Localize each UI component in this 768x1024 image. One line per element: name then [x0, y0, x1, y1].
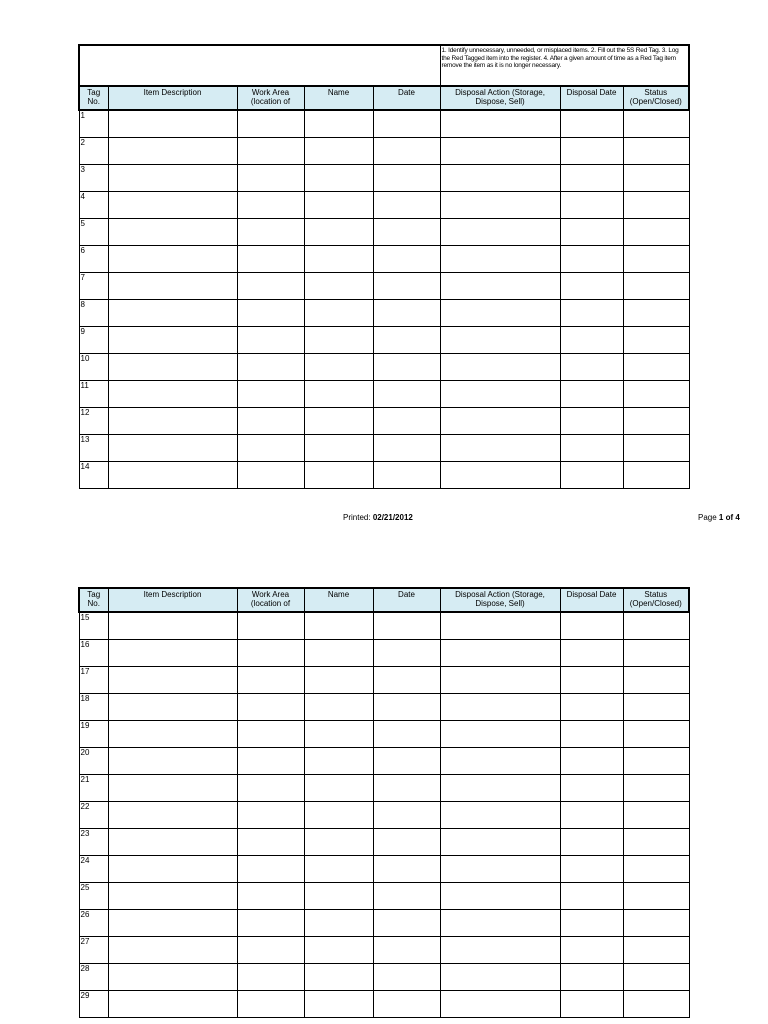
tag-number: 9 [79, 327, 108, 354]
status-cell[interactable] [623, 910, 689, 937]
disposal-action-cell[interactable] [440, 856, 560, 883]
table-row [79, 435, 689, 462]
item-description-cell[interactable] [108, 721, 237, 748]
tag-number: 17 [79, 667, 108, 694]
status-cell[interactable] [623, 408, 689, 435]
tag-number: 1 [79, 110, 108, 138]
work-area-cell[interactable] [237, 721, 304, 748]
disposal-action-cell[interactable] [440, 802, 560, 829]
tag-number: 2 [79, 138, 108, 165]
work-area-cell[interactable] [237, 354, 304, 381]
status-cell[interactable] [623, 775, 689, 802]
name-cell[interactable] [304, 802, 373, 829]
date-cell[interactable] [373, 110, 440, 138]
disposal-date-cell[interactable] [560, 354, 623, 381]
item-description-cell[interactable] [108, 748, 237, 775]
disposal-date-cell[interactable] [560, 110, 623, 138]
name-cell[interactable] [304, 138, 373, 165]
table-row [79, 165, 689, 192]
tag-number: 13 [79, 435, 108, 462]
disposal-action-cell[interactable] [440, 829, 560, 856]
item-description-cell[interactable] [108, 775, 237, 802]
disposal-action-cell[interactable] [440, 694, 560, 721]
status-cell[interactable] [623, 883, 689, 910]
header-disposal-date: Disposal Date [560, 86, 623, 110]
work-area-cell[interactable] [237, 829, 304, 856]
table-row [79, 327, 689, 354]
work-area-cell[interactable] [237, 612, 304, 640]
red-tag-register-table-page1 [78, 44, 690, 489]
name-cell[interactable] [304, 694, 373, 721]
table-row [79, 246, 689, 273]
disposal-date-cell[interactable] [560, 381, 623, 408]
item-description-cell[interactable] [108, 856, 237, 883]
date-cell[interactable] [373, 300, 440, 327]
item-description-cell[interactable] [108, 219, 237, 246]
tag-number: 11 [79, 381, 108, 408]
header-item-description: Item Description [108, 86, 237, 110]
work-area-cell[interactable] [237, 856, 304, 883]
table-row [79, 640, 689, 667]
work-area-cell[interactable] [237, 219, 304, 246]
disposal-date-cell[interactable] [560, 612, 623, 640]
tag-number: 12 [79, 408, 108, 435]
work-area-cell[interactable] [237, 192, 304, 219]
status-cell[interactable] [623, 435, 689, 462]
table-row [79, 273, 689, 300]
item-description-cell[interactable] [108, 829, 237, 856]
tag-number: 3 [79, 165, 108, 192]
printed-date [343, 513, 413, 522]
item-description-cell[interactable] [108, 694, 237, 721]
name-cell[interactable] [304, 273, 373, 300]
tag-number: 21 [79, 775, 108, 802]
status-cell[interactable] [623, 327, 689, 354]
item-description-cell[interactable] [108, 138, 237, 165]
header-status: Status (Open/Closed) [623, 86, 689, 110]
disposal-date-cell[interactable] [560, 165, 623, 192]
header-name: Name [304, 86, 373, 110]
name-cell[interactable] [304, 300, 373, 327]
table-row [79, 802, 689, 829]
work-area-cell[interactable] [237, 462, 304, 489]
tag-number: 27 [79, 937, 108, 964]
table-row [79, 964, 689, 991]
header-name: Name [304, 588, 373, 612]
work-area-cell[interactable] [237, 748, 304, 775]
item-description-cell[interactable] [108, 300, 237, 327]
date-cell[interactable] [373, 138, 440, 165]
work-area-cell[interactable] [237, 165, 304, 192]
date-cell[interactable] [373, 667, 440, 694]
disposal-date-cell[interactable] [560, 937, 623, 964]
tag-number: 14 [79, 462, 108, 489]
item-description-cell[interactable] [108, 883, 237, 910]
status-cell[interactable] [623, 273, 689, 300]
date-cell[interactable] [373, 327, 440, 354]
disposal-action-cell[interactable] [440, 327, 560, 354]
date-cell[interactable] [373, 219, 440, 246]
disposal-date-cell[interactable] [560, 721, 623, 748]
disposal-action-cell[interactable] [440, 165, 560, 192]
date-cell[interactable] [373, 612, 440, 640]
printed-label: Printed: [343, 513, 371, 522]
name-cell[interactable] [304, 640, 373, 667]
status-cell[interactable] [623, 964, 689, 991]
date-cell[interactable] [373, 937, 440, 964]
disposal-action-cell[interactable] [440, 300, 560, 327]
header-row [79, 86, 689, 110]
disposal-action-cell[interactable] [440, 435, 560, 462]
printed-date-value: 02/21/2012 [372, 513, 413, 522]
status-cell[interactable] [623, 165, 689, 192]
disposal-action-cell[interactable] [440, 937, 560, 964]
status-cell[interactable] [623, 381, 689, 408]
disposal-action-cell[interactable] [440, 721, 560, 748]
disposal-action-cell[interactable] [440, 883, 560, 910]
tag-number: 15 [79, 612, 108, 640]
item-description-cell[interactable] [108, 991, 237, 1018]
disposal-action-cell[interactable] [440, 110, 560, 138]
status-cell[interactable] [623, 802, 689, 829]
date-cell[interactable] [373, 165, 440, 192]
name-cell[interactable] [304, 165, 373, 192]
name-cell[interactable] [304, 462, 373, 489]
disposal-action-cell[interactable] [440, 991, 560, 1018]
name-cell[interactable] [304, 435, 373, 462]
table-row [79, 883, 689, 910]
disposal-action-cell[interactable] [440, 910, 560, 937]
name-cell[interactable] [304, 354, 373, 381]
tag-number: 28 [79, 964, 108, 991]
table-row [79, 192, 689, 219]
tag-number: 6 [79, 246, 108, 273]
table-row [79, 667, 689, 694]
red-tag-register-table-page2 [78, 587, 690, 1018]
table-row [79, 219, 689, 246]
disposal-date-cell[interactable] [560, 856, 623, 883]
disposal-date-cell[interactable] [560, 829, 623, 856]
table-row [79, 138, 689, 165]
work-area-cell[interactable] [237, 300, 304, 327]
register-body-page1 [79, 45, 689, 489]
name-cell[interactable] [304, 667, 373, 694]
item-description-cell[interactable] [108, 964, 237, 991]
name-cell[interactable] [304, 856, 373, 883]
disposal-action-cell[interactable] [440, 612, 560, 640]
date-cell[interactable] [373, 910, 440, 937]
item-description-cell[interactable] [108, 354, 237, 381]
table-row [79, 910, 689, 937]
date-cell[interactable] [373, 381, 440, 408]
date-cell[interactable] [373, 354, 440, 381]
disposal-date-cell[interactable] [560, 640, 623, 667]
date-cell[interactable] [373, 246, 440, 273]
name-cell[interactable] [304, 910, 373, 937]
table-row [79, 300, 689, 327]
item-description-cell[interactable] [108, 408, 237, 435]
disposal-date-cell[interactable] [560, 748, 623, 775]
item-description-cell[interactable] [108, 802, 237, 829]
work-area-cell[interactable] [237, 273, 304, 300]
disposal-action-cell[interactable] [440, 964, 560, 991]
name-cell[interactable] [304, 612, 373, 640]
tag-number: 7 [79, 273, 108, 300]
name-cell[interactable] [304, 721, 373, 748]
disposal-date-cell[interactable] [560, 667, 623, 694]
header-disposal-action: Disposal Action (Storage, Dispose, Sell) [440, 86, 560, 110]
table-row [79, 612, 689, 640]
work-area-cell[interactable] [237, 408, 304, 435]
item-description-cell[interactable] [108, 327, 237, 354]
item-description-cell[interactable] [108, 381, 237, 408]
item-description-cell[interactable] [108, 273, 237, 300]
work-area-cell[interactable] [237, 640, 304, 667]
disposal-action-cell[interactable] [440, 748, 560, 775]
status-cell[interactable] [623, 462, 689, 489]
disposal-action-cell[interactable] [440, 381, 560, 408]
item-description-cell[interactable] [108, 435, 237, 462]
tag-number: 19 [79, 721, 108, 748]
table-row [79, 937, 689, 964]
disposal-action-cell[interactable] [440, 408, 560, 435]
name-cell[interactable] [304, 937, 373, 964]
table-row [79, 354, 689, 381]
work-area-cell[interactable] [237, 435, 304, 462]
header-work-area: Work Area (location of [237, 86, 304, 110]
page-total: 4 [735, 513, 740, 522]
disposal-date-cell[interactable] [560, 991, 623, 1018]
page-number [698, 513, 740, 522]
name-cell[interactable] [304, 991, 373, 1018]
status-cell[interactable] [623, 937, 689, 964]
disposal-date-cell[interactable] [560, 462, 623, 489]
disposal-date-cell[interactable] [560, 408, 623, 435]
disposal-action-cell[interactable] [440, 667, 560, 694]
work-area-cell[interactable] [237, 937, 304, 964]
name-cell[interactable] [304, 246, 373, 273]
name-cell[interactable] [304, 748, 373, 775]
instructions-text: 1. Identify unnecessary, unneeded, or misplaced items. 2. Fill out the 5S Red Tag. 3. Log the Red Tagged item into the register. 4. After a given amount of time as a Red Tag item remove the item as it is no longer necessary. [440, 45, 689, 86]
status-cell[interactable] [623, 721, 689, 748]
tag-number: 4 [79, 192, 108, 219]
disposal-date-cell[interactable] [560, 192, 623, 219]
tag-number: 25 [79, 883, 108, 910]
page-label: Page [698, 513, 717, 522]
item-description-cell[interactable] [108, 640, 237, 667]
tag-number: 26 [79, 910, 108, 937]
date-cell[interactable] [373, 802, 440, 829]
status-cell[interactable] [623, 748, 689, 775]
item-description-cell[interactable] [108, 462, 237, 489]
table-row [79, 462, 689, 489]
header-tag-no: Tag No. [79, 588, 108, 612]
name-cell[interactable] [304, 883, 373, 910]
name-cell[interactable] [304, 327, 373, 354]
item-description-cell[interactable] [108, 246, 237, 273]
table-row [79, 110, 689, 138]
disposal-date-cell[interactable] [560, 138, 623, 165]
table-row [79, 721, 689, 748]
tag-number: 20 [79, 748, 108, 775]
disposal-action-cell[interactable] [440, 246, 560, 273]
date-cell[interactable] [373, 462, 440, 489]
disposal-date-cell[interactable] [560, 273, 623, 300]
item-description-cell[interactable] [108, 110, 237, 138]
date-cell[interactable] [373, 273, 440, 300]
header-date: Date [373, 588, 440, 612]
disposal-date-cell[interactable] [560, 246, 623, 273]
tag-number: 8 [79, 300, 108, 327]
item-description-cell[interactable] [108, 667, 237, 694]
tag-number: 24 [79, 856, 108, 883]
disposal-date-cell[interactable] [560, 883, 623, 910]
disposal-date-cell[interactable] [560, 910, 623, 937]
item-description-cell[interactable] [108, 165, 237, 192]
status-cell[interactable] [623, 829, 689, 856]
date-cell[interactable] [373, 721, 440, 748]
status-cell[interactable] [623, 856, 689, 883]
work-area-cell[interactable] [237, 910, 304, 937]
status-cell[interactable] [623, 640, 689, 667]
status-cell[interactable] [623, 612, 689, 640]
header-date: Date [373, 86, 440, 110]
table-row [79, 694, 689, 721]
work-area-cell[interactable] [237, 883, 304, 910]
disposal-action-cell[interactable] [440, 462, 560, 489]
register-body-page2 [79, 588, 689, 1018]
disposal-action-cell[interactable] [440, 138, 560, 165]
work-area-cell[interactable] [237, 327, 304, 354]
date-cell[interactable] [373, 435, 440, 462]
table-row [79, 856, 689, 883]
status-cell[interactable] [623, 667, 689, 694]
status-cell[interactable] [623, 192, 689, 219]
status-cell[interactable] [623, 694, 689, 721]
table-row [79, 408, 689, 435]
name-cell[interactable] [304, 964, 373, 991]
disposal-date-cell[interactable] [560, 694, 623, 721]
disposal-date-cell[interactable] [560, 219, 623, 246]
disposal-date-cell[interactable] [560, 802, 623, 829]
date-cell[interactable] [373, 856, 440, 883]
tag-number: 18 [79, 694, 108, 721]
name-cell[interactable] [304, 408, 373, 435]
title-row [79, 45, 689, 86]
page-of: of [725, 513, 734, 522]
date-cell[interactable] [373, 408, 440, 435]
disposal-date-cell[interactable] [560, 964, 623, 991]
disposal-date-cell[interactable] [560, 327, 623, 354]
table-row [79, 381, 689, 408]
work-area-cell[interactable] [237, 991, 304, 1018]
date-cell[interactable] [373, 748, 440, 775]
status-cell[interactable] [623, 219, 689, 246]
table-row [79, 775, 689, 802]
tag-number: 29 [79, 991, 108, 1018]
item-description-cell[interactable] [108, 937, 237, 964]
disposal-action-cell[interactable] [440, 219, 560, 246]
status-cell[interactable] [623, 354, 689, 381]
status-cell[interactable] [623, 246, 689, 273]
work-area-cell[interactable] [237, 110, 304, 138]
status-cell[interactable] [623, 110, 689, 138]
disposal-date-cell[interactable] [560, 300, 623, 327]
title-cell [79, 45, 440, 86]
tag-number: 16 [79, 640, 108, 667]
disposal-date-cell[interactable] [560, 775, 623, 802]
status-cell[interactable] [623, 138, 689, 165]
name-cell[interactable] [304, 381, 373, 408]
name-cell[interactable] [304, 219, 373, 246]
name-cell[interactable] [304, 192, 373, 219]
work-area-cell[interactable] [237, 246, 304, 273]
disposal-action-cell[interactable] [440, 192, 560, 219]
header-item-description: Item Description [108, 588, 237, 612]
work-area-cell[interactable] [237, 694, 304, 721]
header-disposal-action: Disposal Action (Storage, Dispose, Sell) [440, 588, 560, 612]
date-cell[interactable] [373, 640, 440, 667]
tag-number: 23 [79, 829, 108, 856]
item-description-cell[interactable] [108, 612, 237, 640]
header-work-area: Work Area (location of [237, 588, 304, 612]
work-area-cell[interactable] [237, 964, 304, 991]
date-cell[interactable] [373, 964, 440, 991]
date-cell[interactable] [373, 991, 440, 1018]
date-cell[interactable] [373, 694, 440, 721]
date-cell[interactable] [373, 829, 440, 856]
header-row [79, 588, 689, 612]
disposal-action-cell[interactable] [440, 273, 560, 300]
page-current: 1 [718, 513, 724, 522]
work-area-cell[interactable] [237, 802, 304, 829]
work-area-cell[interactable] [237, 775, 304, 802]
item-description-cell[interactable] [108, 192, 237, 219]
name-cell[interactable] [304, 829, 373, 856]
name-cell[interactable] [304, 775, 373, 802]
header-status: Status (Open/Closed) [623, 588, 689, 612]
item-description-cell[interactable] [108, 910, 237, 937]
tag-number: 22 [79, 802, 108, 829]
work-area-cell[interactable] [237, 381, 304, 408]
work-area-cell[interactable] [237, 138, 304, 165]
header-tag-no: Tag No. [79, 86, 108, 110]
table-row [79, 991, 689, 1018]
work-area-cell[interactable] [237, 667, 304, 694]
disposal-action-cell[interactable] [440, 640, 560, 667]
status-cell[interactable] [623, 300, 689, 327]
disposal-action-cell[interactable] [440, 354, 560, 381]
table-row [79, 748, 689, 775]
date-cell[interactable] [373, 883, 440, 910]
name-cell[interactable] [304, 110, 373, 138]
date-cell[interactable] [373, 192, 440, 219]
date-cell[interactable] [373, 775, 440, 802]
header-disposal-date: Disposal Date [560, 588, 623, 612]
disposal-action-cell[interactable] [440, 775, 560, 802]
table-row [79, 829, 689, 856]
status-cell[interactable] [623, 991, 689, 1018]
tag-number: 10 [79, 354, 108, 381]
tag-number: 5 [79, 219, 108, 246]
disposal-date-cell[interactable] [560, 435, 623, 462]
